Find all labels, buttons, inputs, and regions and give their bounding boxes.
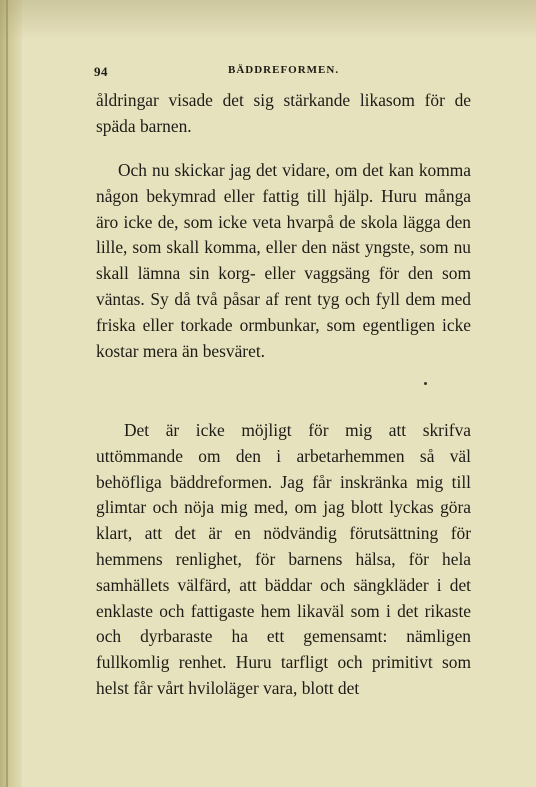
running-head-title: BÄDDREFORMEN. <box>228 64 340 76</box>
paragraph-1: åldringar visade det sig stärkande likasom för de späda barnen. <box>96 90 471 136</box>
running-head <box>94 64 450 84</box>
paragraph-3: Det är icke möjligt för mig att skrifva uttömmande om den i arbetarhemmen så väl behöfliga bäddreformen. Jag får inskränka mig till glimtar och nöja mig med, om jag blott lyckas göra klart, att det är en nödvändig förutsättning för hemmens renlighet, för barnens hälsa, för hela samhällets välfärd, att bäddar och sängkläder i det enklaste och fattigaste hem likaväl som i det rikaste och dyrbaraste ha ett gemensamt: nämligen fullkomlig renhet. Huru tarfligt och primitivt som helst får vårt hviloläger vara, blott det <box>96 420 471 698</box>
page-number: 94 <box>94 64 108 79</box>
paragraph-2: Och nu skickar jag det vidare, om det kan komma någon bekymrad eller fattig till hjälp. Huru många äro icke de, som icke veta hvarpå de skola lägga den lille, som skall komma, eller den näst yngste, som nu skall lämna sin korg- eller vaggsäng för den som väntas. Sy då två påsar af rent tyg och fyll dem med friska eller torkade ormbunkar, som egentligen icke kostar mera än besväret. <box>96 160 471 361</box>
page-shadow <box>0 0 536 40</box>
page-binding-edge <box>0 0 22 787</box>
ink-speck <box>424 382 427 385</box>
